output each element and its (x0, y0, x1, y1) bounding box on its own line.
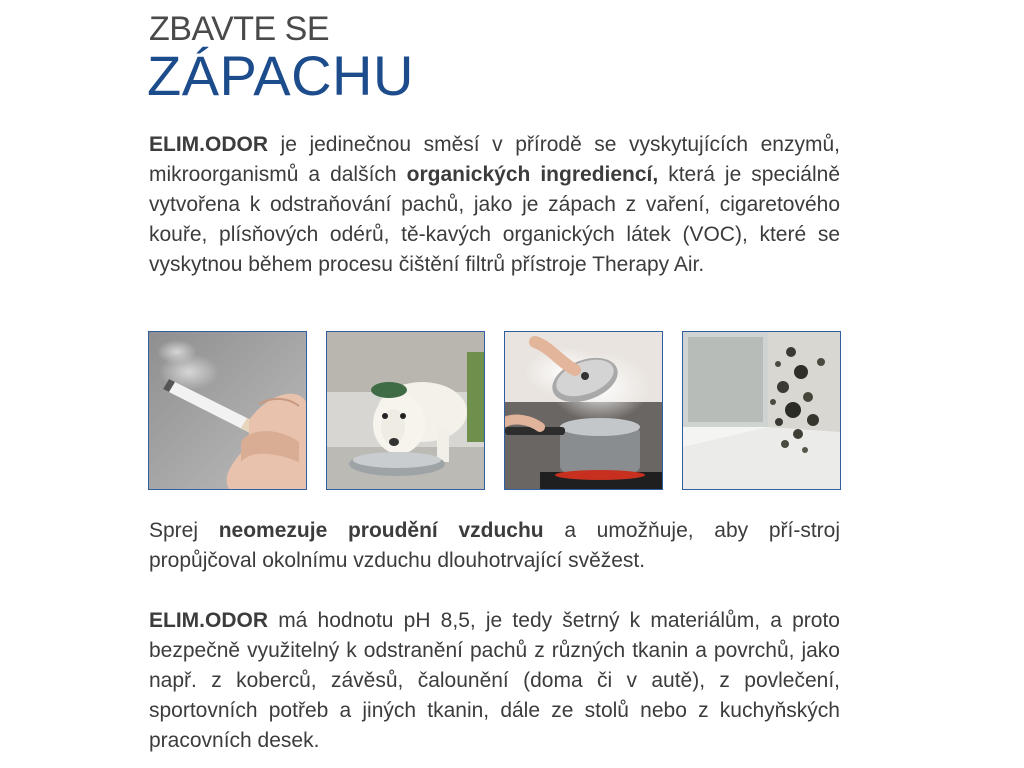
cigarette-smoke-photo (148, 331, 307, 490)
spray-text-2: a umožňuje, aby pří-stroj propůjčoval okolnímu vzduchu dlouhotrvající svěžest. (149, 519, 840, 572)
intro-paragraph (149, 130, 840, 280)
spray-paragraph (149, 516, 840, 576)
cooking-pot-steam-photo (504, 331, 663, 490)
dog-icon (327, 332, 484, 489)
spray-text-1: Sprej (149, 519, 219, 542)
image-row (148, 331, 842, 490)
ph-paragraph (149, 606, 840, 756)
intro-text-2: která je speciálně vytvořena k odstraňování pachů, jako je zápach z vaření, cigaretového kouře, plísňových odérů, tě-kavých organických látek (VOC), které se vyskytnou během procesu čištění filtrů přístroje Therapy Air. (149, 163, 841, 276)
product-name: ELIM.ODOR (149, 133, 268, 156)
pot-icon (505, 332, 662, 489)
mold-icon (683, 332, 840, 489)
spray-highlight: neomezuje proudění vzduchu (218, 519, 544, 542)
ph-text: má hodnotu pH 8,5, je tedy šetrný k materiálům, a proto bezpečně využitelný k odstranění pachů z různých tkanin a povrchů, jako např. z koberců, závěsů, čalounění (doma či v autě), z povlečení, sportovních potřeb a jiných tkanin, dále ze stolů nebo z kuchyňských pracovních desek. (149, 609, 840, 752)
product-name-2: ELIM.ODOR (149, 609, 268, 632)
heading-line-2: ZÁPACHU (147, 44, 414, 107)
intro-highlight: organických ingrediencí, (406, 163, 659, 186)
mold-on-window-photo (682, 331, 841, 490)
cigarette-icon (149, 332, 306, 489)
intro-text-1: je jedinečnou směsí v přírodě se vyskytujících enzymů, mikroorganismů a dalších (149, 133, 840, 186)
dog-eating-from-bowl-photo (326, 331, 485, 490)
heading-line-1: ZBAVTE SE (149, 10, 330, 48)
